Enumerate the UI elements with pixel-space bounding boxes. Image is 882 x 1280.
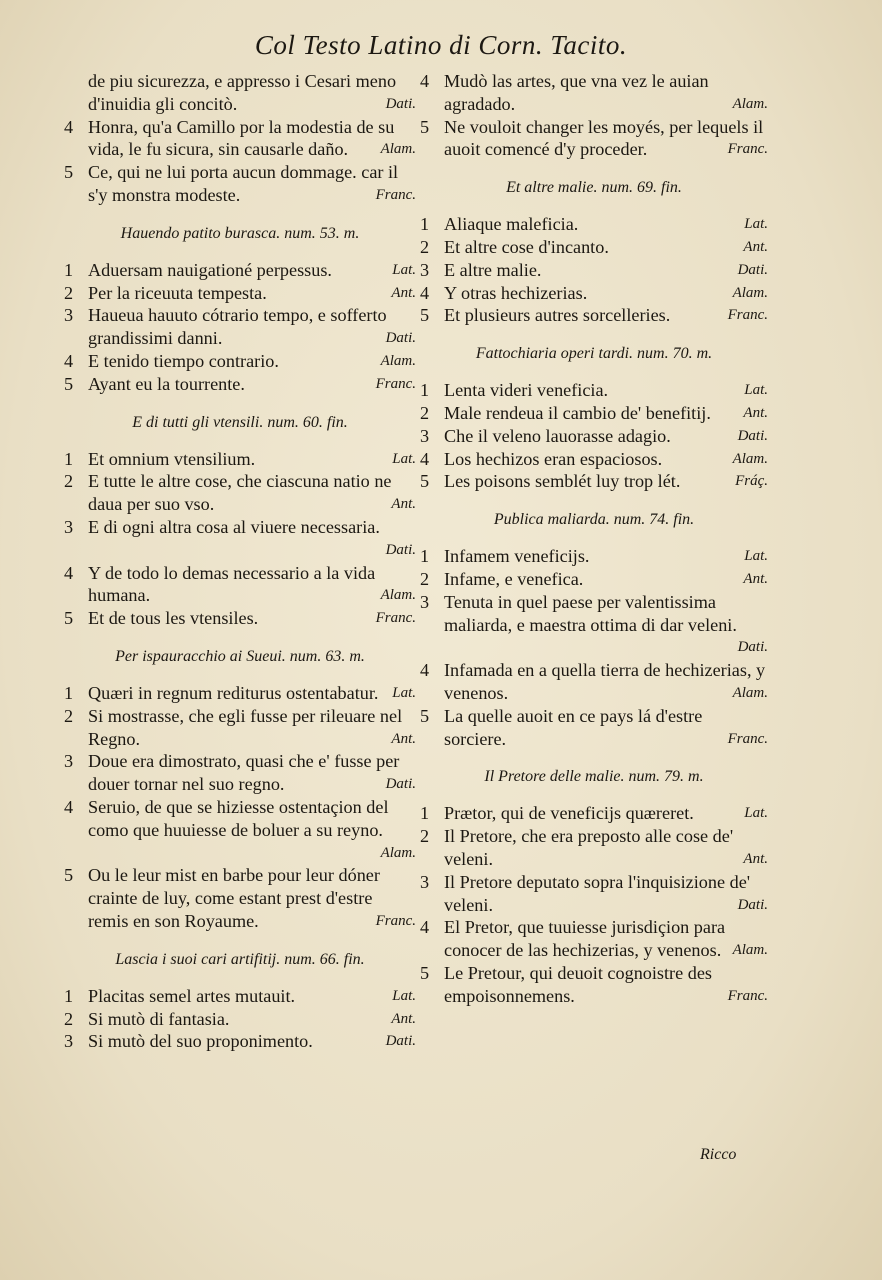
catchword: Ricco <box>700 1146 737 1163</box>
continued-entry <box>420 116 768 162</box>
list-item <box>420 425 768 448</box>
list-item <box>420 871 768 917</box>
entry-number: 5 <box>420 705 430 726</box>
list-item <box>64 304 416 350</box>
translator-tag: Dati. <box>385 330 416 347</box>
list-item <box>420 545 768 568</box>
entry-text: Et altre cose d'incanto. <box>444 236 609 257</box>
list-item <box>420 962 768 1008</box>
translator-tag: Alam. <box>732 450 768 467</box>
entry-text: de piu sicurezza, e appresso i Cesari meno d'inuidia gli concitò. <box>88 71 397 114</box>
translator-tag: Fráç. <box>735 473 768 490</box>
entry-text: Ou le leur mist en barbe pour leur dóner crainte de luy, come estant prest d'estre remis en son Royaume. <box>88 865 380 931</box>
entry-number: 3 <box>64 1031 74 1052</box>
list-item <box>64 682 416 705</box>
list-item <box>64 448 416 471</box>
entry-number: 2 <box>64 471 74 492</box>
list-item <box>420 705 768 751</box>
entry-text: Honra, qu'a Camillo por la modestia de su vida, le fu sicura, sin causarle daño. <box>88 116 395 160</box>
list-item <box>64 864 416 932</box>
list-item <box>64 796 416 864</box>
section-heading: Per ispauracchio ai Sueui. num. 63. m. <box>115 647 365 665</box>
translator-tag: Dati. <box>737 639 768 656</box>
entry-number: 1 <box>420 214 430 235</box>
entry-text: Lenta videri veneficia. <box>444 380 609 401</box>
continued-entry <box>420 70 768 116</box>
entry-text: Les poisons semblét luy trop lét. <box>444 471 681 492</box>
entry-number: 5 <box>64 865 74 886</box>
translator-tag: Ant. <box>391 730 416 747</box>
translator-tag: Franc. <box>727 730 768 747</box>
list-item <box>420 402 768 425</box>
translator-tag: Franc. <box>375 912 416 929</box>
entry-text: Si mostrasse, che egli fusse per rileuare nel Regno. <box>88 705 403 749</box>
list-item <box>420 379 768 402</box>
translator-tag: Ant. <box>391 1010 416 1027</box>
entry-text: Placitas semel artes mutauit. <box>88 985 296 1006</box>
entry-number: 4 <box>420 71 430 91</box>
entry-number: 2 <box>420 402 430 423</box>
entry-number: 3 <box>420 425 430 446</box>
translator-tag: Dati. <box>385 1033 416 1050</box>
continued-entry <box>64 161 416 207</box>
list-item <box>64 607 416 630</box>
entry-text: Infamada en a quella tierra de hechizerias, y venenos. <box>444 660 766 703</box>
entry-text: Doue era dimostrato, quasi che e' fusse per douer tornar nel suo regno. <box>88 751 400 795</box>
section-entries <box>420 213 768 327</box>
section-entries <box>420 379 768 493</box>
entry-number: 3 <box>64 516 74 537</box>
section-heading: Fattochiaria operi tardi. num. 70. m. <box>475 345 713 363</box>
translator-tag: Dati. <box>737 427 768 444</box>
entry-number: 4 <box>64 796 74 817</box>
entry-text: Che il veleno lauorasse adagio. <box>444 425 671 446</box>
section-entries <box>64 448 416 630</box>
entry-number: 1 <box>64 448 74 469</box>
translator-tag: Ant. <box>743 570 768 587</box>
entry-text: E altre malie. <box>444 259 542 280</box>
entry-number: 2 <box>64 1008 74 1029</box>
entry-text: Aduersam nauigationé perpessus. <box>88 259 332 280</box>
entry-text: Aliaque maleficia. <box>444 214 579 235</box>
entry-number: 4 <box>64 116 74 137</box>
section-heading: Et altre malie. num. 69. fin. <box>506 179 682 197</box>
list-item <box>64 562 416 608</box>
entry-text: Infame, e venefica. <box>444 568 584 589</box>
section-entries <box>420 802 768 1007</box>
list-item <box>64 1030 416 1053</box>
entry-number: 5 <box>420 962 430 983</box>
list-item <box>420 259 768 282</box>
entry-text: Ayant eu la tourrente. <box>88 373 245 394</box>
section-entries <box>420 545 768 750</box>
translator-tag: Ant. <box>743 850 768 867</box>
entry-number: 3 <box>420 259 430 280</box>
entry-text: Et omnium vtensilium. <box>88 448 256 469</box>
list-item <box>64 985 416 1008</box>
translator-tag: Alam. <box>732 942 768 959</box>
entry-text: Le Pretour, qui deuoit cognoistre des empoisonnemens. <box>444 962 712 1006</box>
continued-entry <box>64 70 416 116</box>
section-heading: Lascia i suoi cari artifitij. num. 66. fin. <box>115 950 365 968</box>
translator-tag: Dati. <box>385 541 416 558</box>
entry-text: Et plusieurs autres sorcelleries. <box>444 305 671 326</box>
list-item <box>420 591 768 659</box>
entry-number: 1 <box>420 380 430 401</box>
translator-tag: Lat. <box>392 261 416 278</box>
entry-number: 5 <box>64 373 74 394</box>
list-item <box>64 516 416 562</box>
list-item <box>64 373 416 396</box>
left-column <box>64 70 416 1053</box>
translator-tag: Lat. <box>744 805 768 822</box>
list-item <box>420 236 768 259</box>
entry-text: E tenido tiempo contrario. <box>88 350 279 371</box>
section-heading: Publica maliarda. num. 74. fin. <box>493 511 695 529</box>
entry-number: 1 <box>420 546 430 567</box>
entry-text: Haueua hauuto cótrario tempo, e sofferto grandissimi danni. <box>88 305 387 349</box>
section-entries <box>64 259 416 396</box>
translator-tag: Alam. <box>380 141 416 158</box>
translator-tag: Franc. <box>727 987 768 1004</box>
translator-tag: Lat. <box>744 216 768 233</box>
translator-tag: Ant. <box>743 404 768 421</box>
entry-number: 4 <box>420 282 430 303</box>
entry-number: 4 <box>64 562 74 583</box>
translator-tag: Franc. <box>375 186 416 203</box>
list-item <box>64 259 416 282</box>
list-item <box>64 705 416 751</box>
entry-text: Per la riceuuta tempesta. <box>88 282 267 303</box>
list-item <box>420 659 768 705</box>
list-item <box>420 282 768 305</box>
entry-number: 2 <box>64 705 74 726</box>
running-header: Col Testo Latino di Corn. Tacito. <box>254 30 628 60</box>
entry-number: 1 <box>64 985 74 1006</box>
translator-tag: Lat. <box>744 548 768 565</box>
entry-text: E di ogni altra cosa al viuere necessaria. <box>88 516 380 537</box>
entry-number: 2 <box>420 568 430 589</box>
translator-tag: Ant. <box>391 284 416 301</box>
translator-tag: Franc. <box>727 141 768 158</box>
translator-tag: Alam. <box>380 352 416 369</box>
right-column <box>420 70 768 1008</box>
entry-number: 3 <box>64 305 74 326</box>
translator-tag: Alam. <box>732 95 768 112</box>
list-item <box>420 470 768 493</box>
entry-number: 4 <box>420 448 430 469</box>
entry-text: Ce, qui ne lui porta aucun dommage. car il s'y monstra modeste. <box>88 162 399 205</box>
entry-text: Et de tous les vtensiles. <box>88 608 259 629</box>
entry-number: 5 <box>420 471 430 492</box>
list-item <box>64 282 416 305</box>
list-item <box>420 448 768 471</box>
entry-number: 1 <box>64 682 74 703</box>
translator-tag: Lat. <box>392 684 416 701</box>
list-item <box>64 750 416 796</box>
translator-tag: Alam. <box>732 684 768 701</box>
entry-text: Seruio, de que se hiziesse ostentaçion del como que huuiesse de boluer a su reyno. <box>88 796 389 840</box>
entry-text: Si mutò di fantasia. <box>88 1008 230 1029</box>
translator-tag: Ant. <box>391 496 416 513</box>
entry-number: 4 <box>64 350 74 371</box>
list-item <box>420 825 768 871</box>
translator-tag: Alam. <box>380 844 416 861</box>
entry-text: Tenuta in quel paese per valentissima maliarda, e maestra ottima di dar veleni. <box>444 591 737 635</box>
translator-tag: Alam. <box>732 284 768 301</box>
continued-entry <box>64 116 416 162</box>
translator-tag: Dati. <box>385 95 416 112</box>
entry-text: Prætor, qui de veneficijs quæreret. <box>444 803 694 824</box>
translator-tag: Franc. <box>375 375 416 392</box>
entry-number: 5 <box>420 305 430 326</box>
entry-text: El Pretor, que tuuiesse jurisdiçion para conocer de las hechizerias, y venenos. <box>444 917 726 961</box>
entry-number: 1 <box>64 259 74 280</box>
translator-tag: Dati. <box>385 776 416 793</box>
section-heading: E di tutti gli vtensili. num. 60. fin. <box>132 413 348 431</box>
entry-text: Quæri in regnum rediturus ostentabatur. <box>88 682 379 703</box>
entry-number: 4 <box>420 660 430 681</box>
entry-text: Male rendeua il cambio de' benefitij. <box>444 402 711 423</box>
entry-text: Il Pretore, che era preposto alle cose de' veleni. <box>444 826 734 869</box>
entry-text: La quelle auoit en ce pays lá d'estre sorciere. <box>444 705 703 749</box>
list-item <box>64 1008 416 1031</box>
entry-text: Si mutò del suo proponimento. <box>88 1031 313 1052</box>
section-heading: Hauendo patito burasca. num. 53. m. <box>120 224 360 242</box>
translator-tag: Dati. <box>737 896 768 913</box>
entry-number: 2 <box>420 236 430 257</box>
entry-text: Il Pretore deputato sopra l'inquisizione de' veleni. <box>444 871 751 915</box>
list-item <box>64 470 416 516</box>
entry-text: E tutte le altre cose, che ciascuna natio ne daua per suo vso. <box>88 471 392 515</box>
section-entries <box>64 682 416 933</box>
section-heading: Il Pretore delle malie. num. 79. m. <box>484 768 704 786</box>
entry-number: 2 <box>420 826 430 847</box>
translator-tag: Franc. <box>375 610 416 627</box>
entry-number: 3 <box>64 751 74 772</box>
entry-number: 1 <box>420 803 430 824</box>
entry-number: 3 <box>420 871 430 892</box>
translator-tag: Dati. <box>737 261 768 278</box>
translator-tag: Lat. <box>744 382 768 399</box>
entry-number: 5 <box>420 116 430 137</box>
entry-text: Y de todo lo demas necessario a la vida humana. <box>88 562 376 606</box>
entry-number: 5 <box>64 162 74 183</box>
entry-number: 3 <box>420 591 430 612</box>
list-item <box>420 916 768 962</box>
entry-text: Ne vouloit changer les moyés, per lequels il auoit comencé d'y proceder. <box>444 116 764 160</box>
list-item <box>420 568 768 591</box>
translator-tag: Lat. <box>392 450 416 467</box>
entry-number: 2 <box>64 282 74 303</box>
translator-tag: Franc. <box>727 307 768 324</box>
entry-number: 5 <box>64 608 74 629</box>
list-item <box>420 213 768 236</box>
entry-text: Y otras hechizerias. <box>444 282 588 303</box>
section-entries <box>64 985 416 1053</box>
translator-tag: Alam. <box>380 587 416 604</box>
entry-text: Mudò las artes, que vna vez le auian agradado. <box>444 71 709 114</box>
entry-text: Infamem veneficijs. <box>444 546 590 567</box>
entry-text: Los hechizos eran espaciosos. <box>444 448 663 469</box>
list-item <box>64 350 416 373</box>
translator-tag: Lat. <box>392 987 416 1004</box>
translator-tag: Ant. <box>743 238 768 255</box>
list-item <box>420 802 768 825</box>
list-item <box>420 304 768 327</box>
entry-number: 4 <box>420 917 430 938</box>
